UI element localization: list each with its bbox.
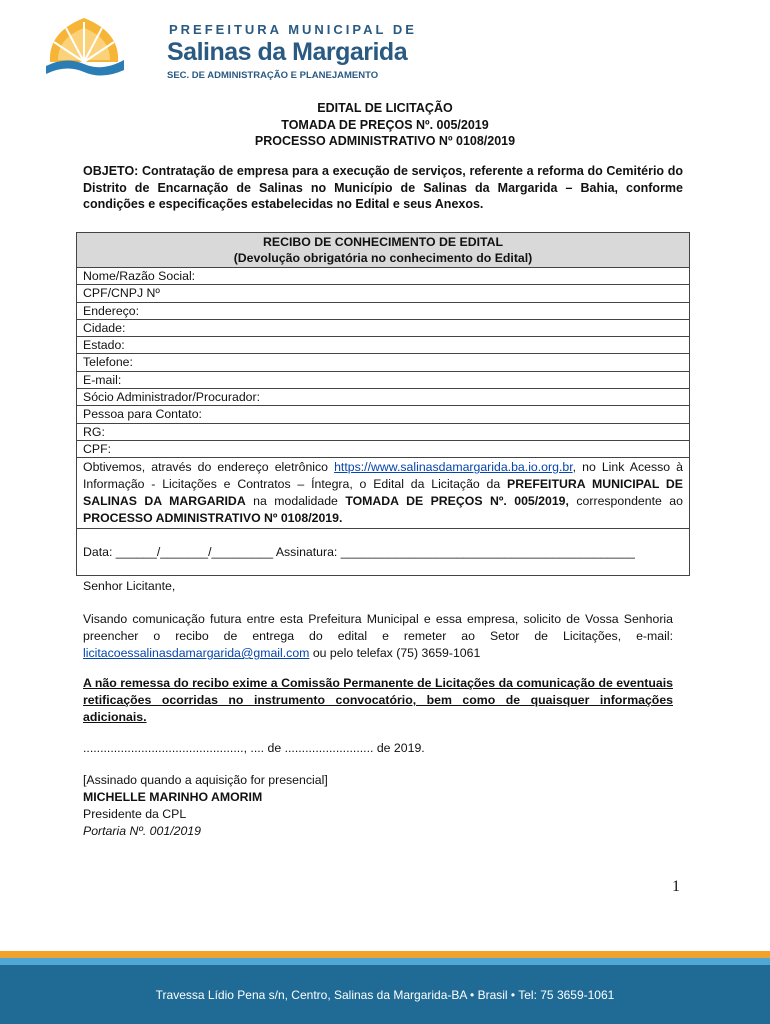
footer-stripe-orange [0, 951, 770, 958]
declaration-text: correspondente ao [568, 494, 683, 509]
field-estado[interactable]: Estado: [77, 337, 689, 354]
recibo-subtitle: (Devolução obrigatória no conhecimento do Edital) [233, 251, 533, 265]
title-line-3: PROCESSO ADMINISTRATIVO Nº 0108/2019 [254, 134, 516, 148]
declaration-text: , no Link Acesso à Informação - Licitações e Contratos – Íntegra, o Edital da Licitação da [83, 460, 683, 492]
recibo-declaration [77, 458, 689, 529]
logo-line-3: SEC. DE ADMINISTRAÇÃO E PLANEJAMENTO [167, 70, 379, 81]
declaration-bold: TOMADA DE PREÇOS Nº. 005/2019, [345, 494, 569, 509]
field-socio[interactable]: Sócio Administrador/Procurador: [77, 389, 689, 406]
field-cidade[interactable]: Cidade: [77, 320, 689, 337]
signer-role: Presidente da CPL [83, 807, 187, 821]
field-contato[interactable]: Pessoa para Contato: [77, 406, 689, 423]
page-number: 1 [672, 878, 680, 895]
objeto-paragraph: OBJETO: Contratação de empresa para a execução de serviços, referente a reforma do Cemitério do Distrito de Encarnação de Salinas no Município de Salinas da Margarida – Bahia, conforme condições e especificações estabelecidas no Edital e seus Anexos. [83, 164, 683, 211]
greeting: Senhor Licitante, [83, 579, 176, 593]
field-telefone[interactable]: Telefone: [77, 354, 689, 371]
footer-address: Travessa Lídio Pena s/n, Centro, Salinas da Margarida-BA • Brasil • Tel: 75 3659-1061 [155, 988, 615, 1002]
field-email[interactable]: E-mail: [77, 372, 689, 389]
field-cpf-cnpj[interactable]: CPF/CNPJ Nº [77, 285, 689, 302]
recibo-title: RECIBO DE CONHECIMENTO DE EDITAL [262, 235, 504, 249]
email-link[interactable]: licitacoessalinasdamargarida@gmail.com [83, 646, 310, 660]
recibo-header [77, 233, 689, 268]
letter-text: Visando comunicação futura entre esta Prefeitura Municipal e essa empresa, solicito de Vossa Senhoria preencher o recibo de entrega do edital e remeter ao Setor de Licitações, e-mail: [83, 612, 673, 643]
footer-stripe-blue [0, 958, 770, 965]
field-cpf[interactable]: CPF: [77, 441, 689, 458]
shell-emblem-icon [44, 10, 126, 80]
document-title [0, 100, 770, 150]
warning-notice: A não remessa do recibo exime a Comissão Permanente de Licitações da comunicação de eventuais retificações ocorridas no instrumento convocatório, bem como de quaisquer informações adicionais. [83, 676, 673, 724]
declaration-text: Obtivemos, através do endereço eletrônico [83, 460, 335, 475]
date-line: ..............................................., .... de .......................... de 2019. [83, 741, 425, 755]
title-line-1: EDITAL DE LICITAÇÃO [317, 101, 453, 115]
recibo-table [76, 232, 690, 576]
letter-text: ou pelo telefax (75) 3659-1061 [309, 646, 481, 660]
field-rg[interactable]: RG: [77, 424, 689, 441]
signature-block [83, 772, 673, 840]
website-link[interactable]: https://www.salinasdamargarida.ba.io.org.br [334, 460, 573, 475]
prefeitura-logo [44, 8, 417, 88]
logo-line-2: Salinas da Margarida [167, 38, 408, 66]
signer-name: MICHELLE MARINHO AMORIM [83, 790, 263, 804]
field-nome[interactable]: Nome/Razão Social: [77, 268, 689, 285]
signed-note: [Assinado quando a aquisição for presencial] [83, 773, 328, 787]
title-line-2: TOMADA DE PREÇOS Nº. 005/2019 [281, 117, 489, 132]
declaration-bold: PREFEITURA MUNICIPAL DE SALINAS DA MARGARIDA [83, 477, 684, 509]
declaration-bold: PROCESSO ADMINISTRATIVO Nº 0108/2019. [83, 511, 343, 526]
declaration-text: na modalidade [245, 494, 346, 509]
letter-body [83, 611, 673, 662]
field-endereco[interactable]: Endereço: [77, 303, 689, 320]
logo-line-1: PREFEITURA MUNICIPAL DE [169, 22, 417, 37]
portaria: Portaria Nº. 001/2019 [83, 824, 201, 838]
date-signature-field[interactable]: Data: ______/_______/_________ Assinatura: ___________________________________________ [83, 545, 635, 560]
